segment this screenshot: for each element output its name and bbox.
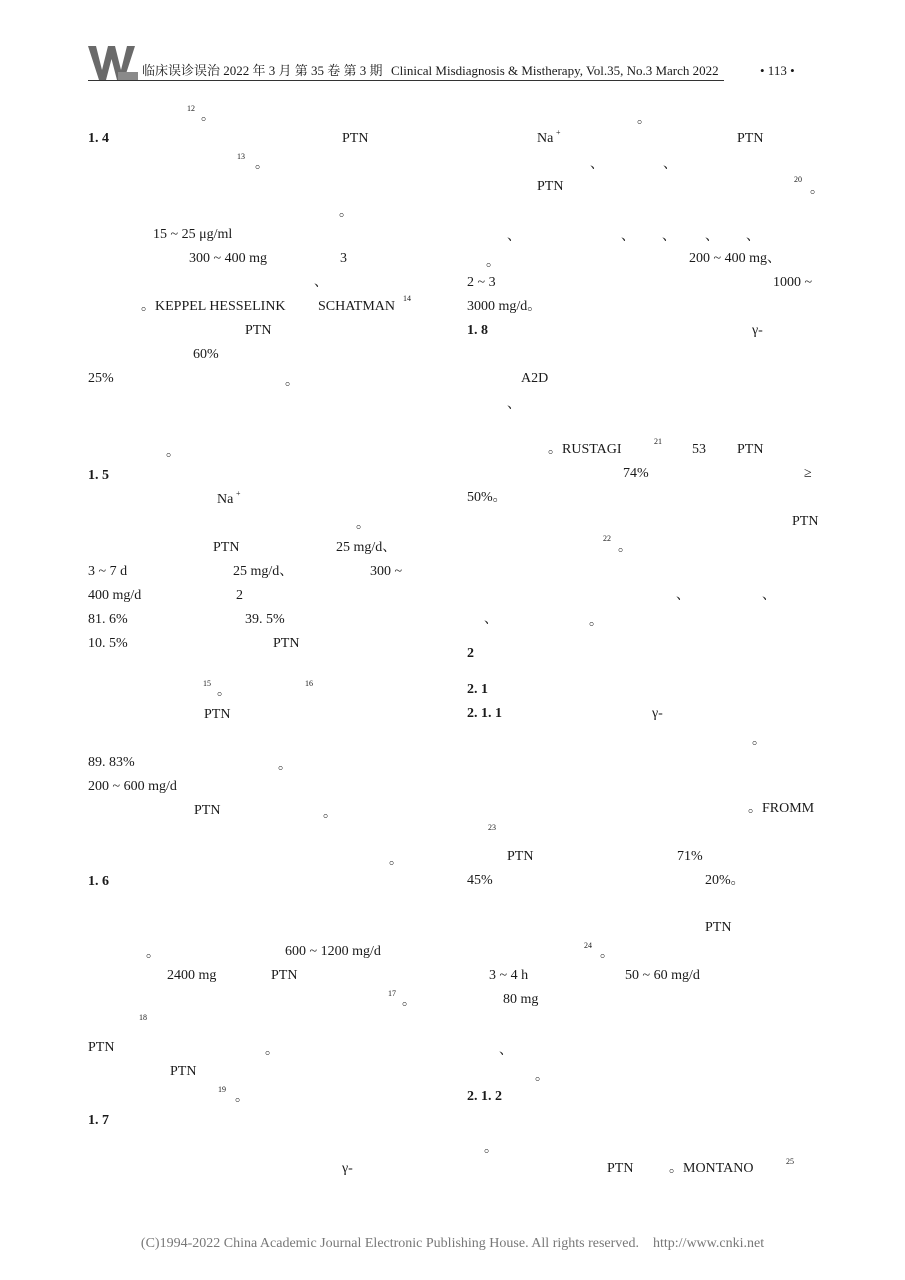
text-fragment: 。 xyxy=(589,614,603,629)
text-fragment: γ- xyxy=(752,323,763,338)
footer-url: http://www.cnki.net xyxy=(653,1236,765,1251)
text-fragment: γ- xyxy=(652,706,663,721)
text-fragment: 、 xyxy=(676,588,690,603)
text-fragment: 、 xyxy=(484,612,498,627)
section-heading: 1. 5 xyxy=(88,468,109,483)
text-fragment: 。 xyxy=(339,205,353,220)
text-fragment: 3 xyxy=(340,251,347,266)
text-fragment: 。 xyxy=(278,758,292,773)
text-fragment: 3 ~ 4 h xyxy=(489,968,529,983)
citation-ref: 19 xyxy=(218,1085,226,1094)
text-fragment: 、 xyxy=(762,588,776,603)
text-fragment: 60% xyxy=(193,347,219,362)
section-heading: 1. 6 xyxy=(88,874,109,889)
text-fragment: 。 xyxy=(752,733,766,748)
text-fragment: 200 ~ 400 mg、 xyxy=(689,251,781,266)
text-fragment: 、 xyxy=(499,1043,513,1058)
text-fragment: PTN xyxy=(792,514,819,529)
text-fragment: 、 xyxy=(746,229,760,244)
text-fragment: 。 xyxy=(166,445,180,460)
text-fragment: + xyxy=(556,128,561,137)
text-fragment: 。FROMM xyxy=(748,801,815,816)
text-fragment: SCHATMAN xyxy=(318,299,396,314)
section-heading: 2 xyxy=(467,646,474,661)
text-fragment: 。 xyxy=(265,1043,279,1058)
page-number: • 113 • xyxy=(760,63,795,78)
text-fragment: PTN xyxy=(737,131,764,146)
text-fragment: PTN xyxy=(271,968,298,983)
text-fragment: PTN xyxy=(537,179,564,194)
citation-ref: 25 xyxy=(786,1157,794,1166)
section-heading: 2. 1. 2 xyxy=(467,1089,502,1104)
text-fragment: 。 xyxy=(255,157,269,172)
citation-ref: 18 xyxy=(139,1013,147,1022)
text-fragment: 89. 83% xyxy=(88,755,135,770)
citation-ref: 24 xyxy=(584,941,592,950)
section-heading: 2. 1. 1 xyxy=(467,706,502,721)
text-fragment: PTN xyxy=(607,1161,634,1176)
journal-logo xyxy=(88,46,138,80)
text-fragment: 300 ~ xyxy=(370,564,403,579)
section-heading: 1. 4 xyxy=(88,131,109,146)
citation-ref: 23 xyxy=(488,823,496,832)
text-fragment: 3000 mg/d。 xyxy=(467,299,542,314)
text-fragment: γ- xyxy=(342,1161,353,1176)
text-fragment: PTN xyxy=(342,131,369,146)
text-fragment: 。 xyxy=(486,255,500,270)
text-fragment: 2400 mg xyxy=(167,968,217,983)
text-fragment: 2 ~ 3 xyxy=(467,275,496,290)
text-fragment: PTN xyxy=(737,442,764,457)
text-fragment: PTN xyxy=(204,707,231,722)
text-fragment: 、 xyxy=(705,229,719,244)
copyright-footer xyxy=(0,1236,905,1252)
text-fragment: ≥ xyxy=(804,466,812,481)
text-fragment: 20%。 xyxy=(705,873,745,888)
text-fragment: 25% xyxy=(88,371,114,386)
citation-ref: 17 xyxy=(388,989,396,998)
text-fragment: PTN xyxy=(273,636,300,651)
text-fragment: + xyxy=(236,489,241,498)
text-fragment: 。 xyxy=(217,684,231,699)
text-fragment: 。 xyxy=(389,853,403,868)
text-fragment: 3 ~ 7 d xyxy=(88,564,128,579)
citation-ref: 16 xyxy=(305,679,313,688)
text-fragment: 。 xyxy=(146,946,160,961)
text-fragment: 、 xyxy=(590,157,604,172)
text-fragment: 71% xyxy=(677,849,703,864)
text-fragment: 。 xyxy=(235,1090,249,1105)
text-fragment: 、 xyxy=(314,275,328,290)
text-fragment: 。 xyxy=(402,994,416,1009)
text-fragment: 。KEPPEL HESSELINK xyxy=(141,299,286,314)
section-heading: 1. 8 xyxy=(467,323,488,338)
text-fragment: 2 xyxy=(236,588,243,603)
text-fragment: Na xyxy=(217,492,234,507)
section-heading: 1. 7 xyxy=(88,1113,109,1128)
text-fragment: 1000 ~ xyxy=(773,275,813,290)
citation-ref: 13 xyxy=(237,152,245,161)
text-fragment: 200 ~ 600 mg/d xyxy=(88,779,177,794)
text-fragment: PTN xyxy=(194,803,221,818)
text-fragment: 。 xyxy=(600,946,614,961)
text-fragment: 、 xyxy=(621,229,635,244)
text-fragment: 。 xyxy=(285,374,299,389)
text-fragment: 。 xyxy=(618,540,632,555)
text-fragment: 80 mg xyxy=(503,992,539,1007)
text-fragment: PTN xyxy=(88,1040,115,1055)
text-fragment: 50%。 xyxy=(467,490,507,505)
text-fragment: PTN xyxy=(213,540,240,555)
text-fragment: 。 xyxy=(535,1069,549,1084)
text-fragment: Na xyxy=(537,131,554,146)
text-fragment: 。 xyxy=(356,517,370,532)
text-fragment: 300 ~ 400 mg xyxy=(189,251,267,266)
text-fragment: 。 xyxy=(201,109,215,124)
text-fragment: 。 xyxy=(484,1141,498,1156)
text-fragment: 600 ~ 1200 mg/d xyxy=(285,944,381,959)
text-fragment: 、 xyxy=(662,229,676,244)
text-fragment: 53 xyxy=(692,442,706,457)
text-fragment: 400 mg/d xyxy=(88,588,142,603)
citation-ref: 20 xyxy=(794,175,802,184)
copyright-text: (C)1994-2022 China Academic Journal Electronic Publishing House. All rights reserved. xyxy=(140,1236,639,1251)
citation-ref: 12 xyxy=(187,104,195,113)
citation-ref: 21 xyxy=(654,437,662,446)
text-fragment: 45% xyxy=(467,873,493,888)
citation-ref: 22 xyxy=(603,534,611,543)
text-fragment: 。 xyxy=(323,806,337,821)
citation-ref: 15 xyxy=(203,679,211,688)
text-fragment: PTN xyxy=(705,920,732,935)
text-fragment: 50 ~ 60 mg/d xyxy=(625,968,700,983)
text-fragment: 。MONTANO xyxy=(669,1161,754,1176)
text-fragment: PTN xyxy=(245,323,272,338)
text-fragment: 25 mg/d、 xyxy=(233,564,294,579)
text-fragment: 10. 5% xyxy=(88,636,128,651)
citation-ref: 14 xyxy=(403,294,411,303)
text-fragment: 81. 6% xyxy=(88,612,128,627)
text-fragment: A2D xyxy=(521,371,549,386)
text-fragment: 。 xyxy=(810,182,824,197)
text-fragment: 25 mg/d、 xyxy=(336,540,397,555)
text-fragment: 、 xyxy=(663,157,677,172)
text-fragment: 。 xyxy=(637,112,651,127)
header-rule xyxy=(88,80,724,81)
text-fragment: 15 ~ 25 μg/ml xyxy=(153,227,233,242)
text-fragment: PTN xyxy=(170,1064,197,1079)
journal-title-en: Clinical Misdiagnosis & Mistherapy, Vol.35, No.3 March 2022 xyxy=(391,63,719,78)
text-fragment: 、 xyxy=(507,397,521,412)
text-fragment: PTN xyxy=(507,849,534,864)
text-fragment: 74% xyxy=(623,466,649,481)
text-fragment: 39. 5% xyxy=(245,612,285,627)
journal-title-cn: 临床误诊误治 2022 年 3 月 第 35 卷 第 3 期 xyxy=(142,63,383,78)
section-heading: 2. 1 xyxy=(467,682,488,697)
text-fragment: 。RUSTAGI xyxy=(548,442,622,457)
text-fragment: 、 xyxy=(507,229,521,244)
